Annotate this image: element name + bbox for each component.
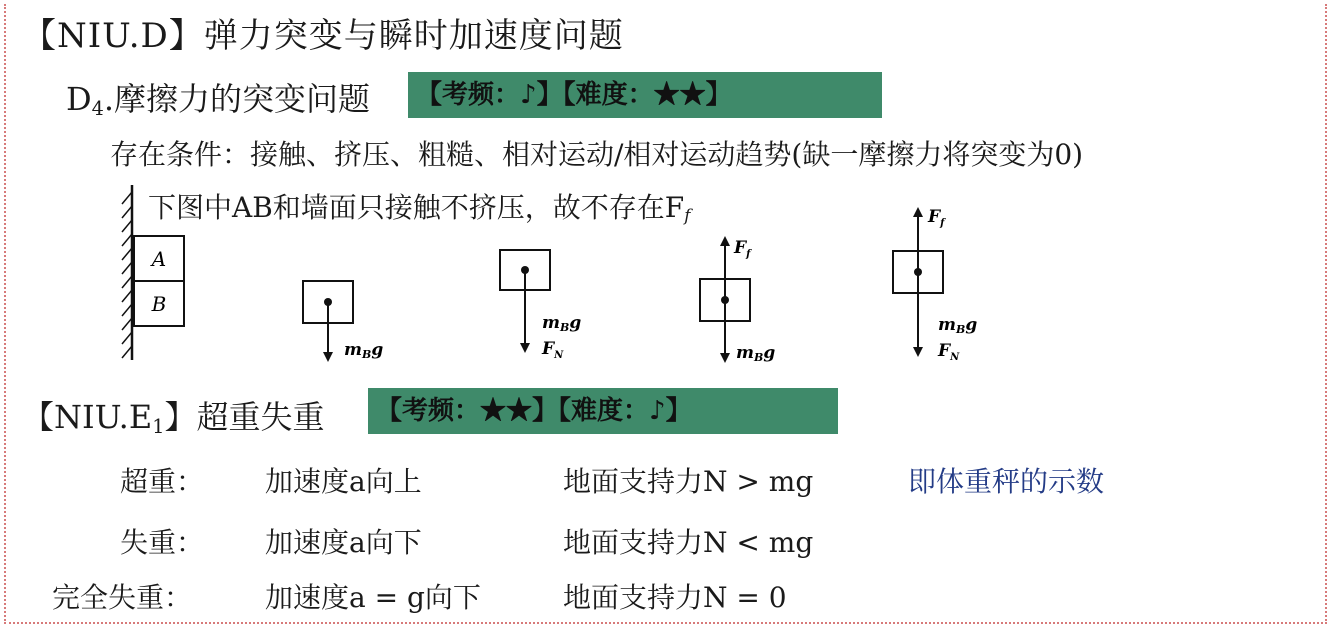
row-weightless-support: 地面支持力N < mg <box>563 526 814 559</box>
subsection-d4-title <box>66 74 370 120</box>
label-fn-2: $F_N$ <box>542 339 564 361</box>
row-overweight-label: 超重： <box>120 465 205 498</box>
row-weightless-label: 失重： <box>120 526 205 559</box>
diagram-caption-sub: f <box>684 205 691 226</box>
subsection-prefix: D <box>66 80 92 118</box>
diagram-friction-up-weight-down <box>700 236 775 364</box>
d4-frequency-difficulty-tag: 【考频：♪】【难度：★★】 <box>408 72 882 118</box>
section-e-suffix: 】超重失重 <box>164 398 325 436</box>
subsection-text: .摩擦力的突变问题 <box>103 80 371 118</box>
label-mbg-3: mBg <box>736 343 776 364</box>
wall-hatched <box>122 185 132 360</box>
label-fn-4: $F_N$ <box>938 341 960 363</box>
diagram-weight-only <box>303 281 383 362</box>
section-d-title: 【NIU.D】弹力突变与瞬时加速度问题 <box>22 16 624 56</box>
row-overweight-support: 地面支持力N > mg <box>563 465 814 498</box>
subsection-index: 4 <box>91 96 104 120</box>
block-a-label: A <box>151 247 167 271</box>
row-complete-weightless-label: 完全失重： <box>52 581 193 614</box>
e1-frequency-difficulty-tag: 【考频：★★】【难度：♪】 <box>368 388 838 434</box>
label-ff-4: $F_f$ <box>928 207 945 229</box>
force-diagrams <box>110 180 1010 370</box>
label-mbg-4: mBg <box>938 315 978 336</box>
block-b-label: B <box>151 292 167 316</box>
friction-conditions-text: 存在条件：接触、挤压、粗糙、相对运动/相对运动趋势(缺一摩擦力将突变为0) <box>110 138 1084 171</box>
label-mbg-2: mBg <box>542 313 582 334</box>
section-e-title <box>22 392 324 438</box>
diagram-friction-up-weight-normal-down <box>893 207 977 363</box>
section-e-prefix: 【NIU.E <box>22 398 153 436</box>
row-complete-weightless-accel: 加速度a = g向下 <box>265 581 481 614</box>
label-ff-3: $F_f$ <box>734 238 751 260</box>
diagram-weight-normal-down <box>500 250 581 361</box>
row-overweight-note: 即体重秤的示数 <box>908 465 1105 498</box>
section-e-index: 1 <box>152 414 165 438</box>
row-overweight-accel: 加速度a向上 <box>265 465 422 498</box>
label-mbg-1: mBg <box>344 340 384 361</box>
row-weightless-accel: 加速度a向下 <box>265 526 422 559</box>
row-complete-weightless-support: 地面支持力N = 0 <box>563 581 787 614</box>
diagram-caption-text: 下图中AB和墙面只接触不挤压，故不存在F <box>148 191 685 224</box>
